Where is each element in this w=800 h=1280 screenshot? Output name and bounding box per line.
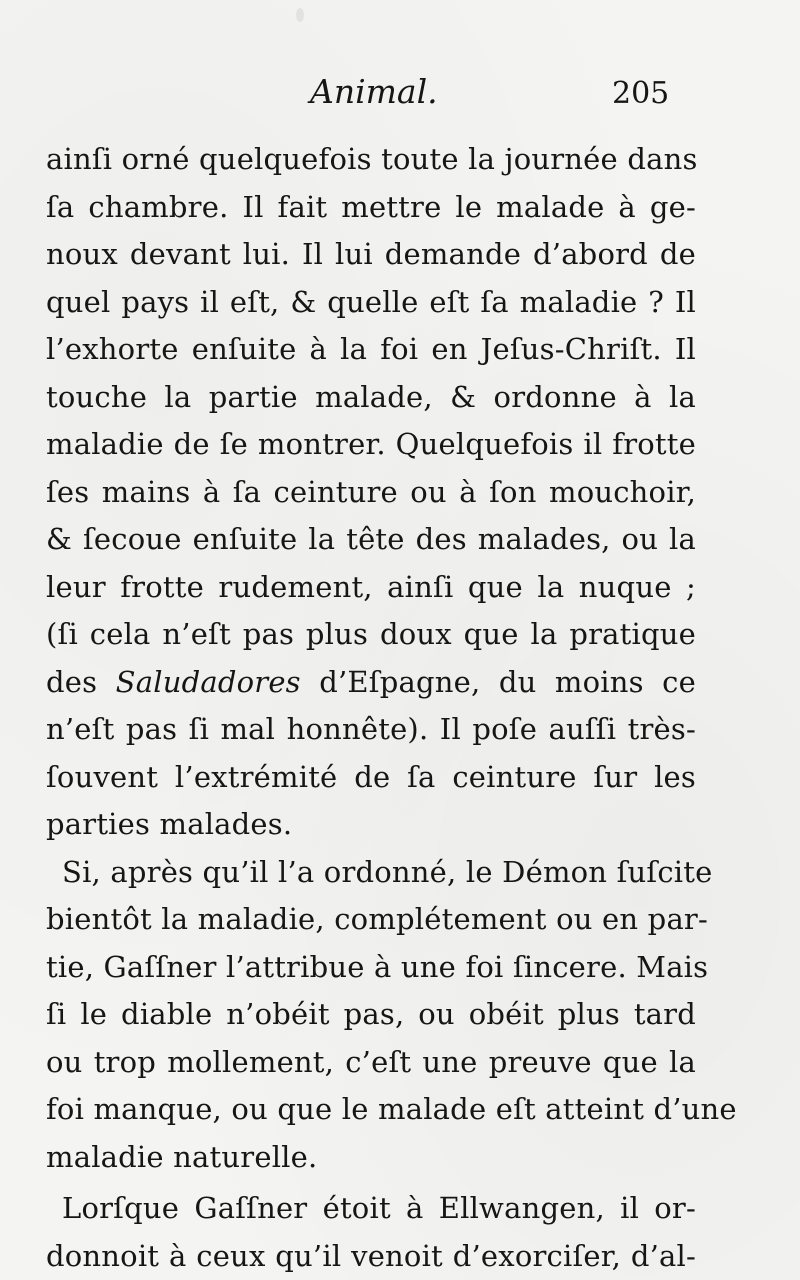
paragraph: [46, 849, 737, 1182]
text-span: d’Eſpagne, du moins ce: [300, 664, 696, 699]
text-line: n’eſt pas ſi mal honnête). Il poſe auſſi très-: [46, 712, 696, 746]
ink-smudge: [296, 8, 304, 22]
text-line: (ſi cela n’eſt pas plus doux que la pratique: [46, 617, 696, 651]
paragraph: [46, 1185, 696, 1280]
text-line: donnoit à ceux qu’il venoit d’exorciſer, d’al-: [46, 1238, 696, 1273]
text-line: ſi le diable n’obéit pas, ou obéit plus tard: [46, 997, 696, 1031]
running-title: Animal.: [310, 72, 438, 111]
text-line: leur frotte rudement, ainſi que la nuque ;: [46, 569, 696, 604]
italic-term: Saludadores: [115, 664, 301, 699]
text-line: ainſi orné quelquefois toute la journée dans: [46, 142, 698, 176]
text-line: foi manque, ou que le malade eſt atteint d’une: [46, 1092, 737, 1126]
paragraph: [46, 136, 696, 849]
text-line: touche la partie malade, & ordonne à la: [46, 379, 696, 414]
text-line: noux devant lui. Il lui demande d’abord de: [46, 237, 696, 271]
text-line: Lorſque Gaſſner étoit à Ellwangen, il or-: [62, 1191, 696, 1225]
text-line: & ſecoue enſuite la tête des malades, ou la: [46, 522, 696, 556]
text-line: maladie de ſe montrer. Quelquefois il frotte: [46, 427, 696, 461]
text-line: maladie naturelle.: [46, 1139, 318, 1174]
text-line: ſes mains à ſa ceinture ou à ſon mouchoir,: [46, 474, 696, 509]
page-number: 205: [612, 76, 670, 111]
text-line: quel pays il eſt, & quelle eſt ſa maladie ? Il: [46, 284, 696, 319]
text-line: ſa chambre. Il fait mettre le malade à ge-: [46, 189, 696, 224]
text-line: bientôt la maladie, complétement ou en par-: [46, 902, 708, 936]
text-line: Si, après qu’il l’a ordonné, le Démon ſuſcite: [62, 854, 713, 889]
body-text: [46, 136, 737, 1280]
text-line: tie, Gaſſner l’attribue à une foi ſincere. Mais: [46, 949, 709, 984]
text-line: parties malades.: [46, 807, 293, 841]
text-line: l’exhorte enſuite à la foi en Jeſus-Chriſt. Il: [46, 332, 696, 366]
text-line: ſouvent l’extrémité de ſa ceinture ſur les: [46, 759, 696, 794]
text-span: des: [46, 664, 116, 699]
text-line: ou trop mollement, c’eſt une preuve que la: [46, 1044, 696, 1079]
text-line-with-italic: [46, 659, 696, 707]
page-header: [0, 72, 800, 122]
